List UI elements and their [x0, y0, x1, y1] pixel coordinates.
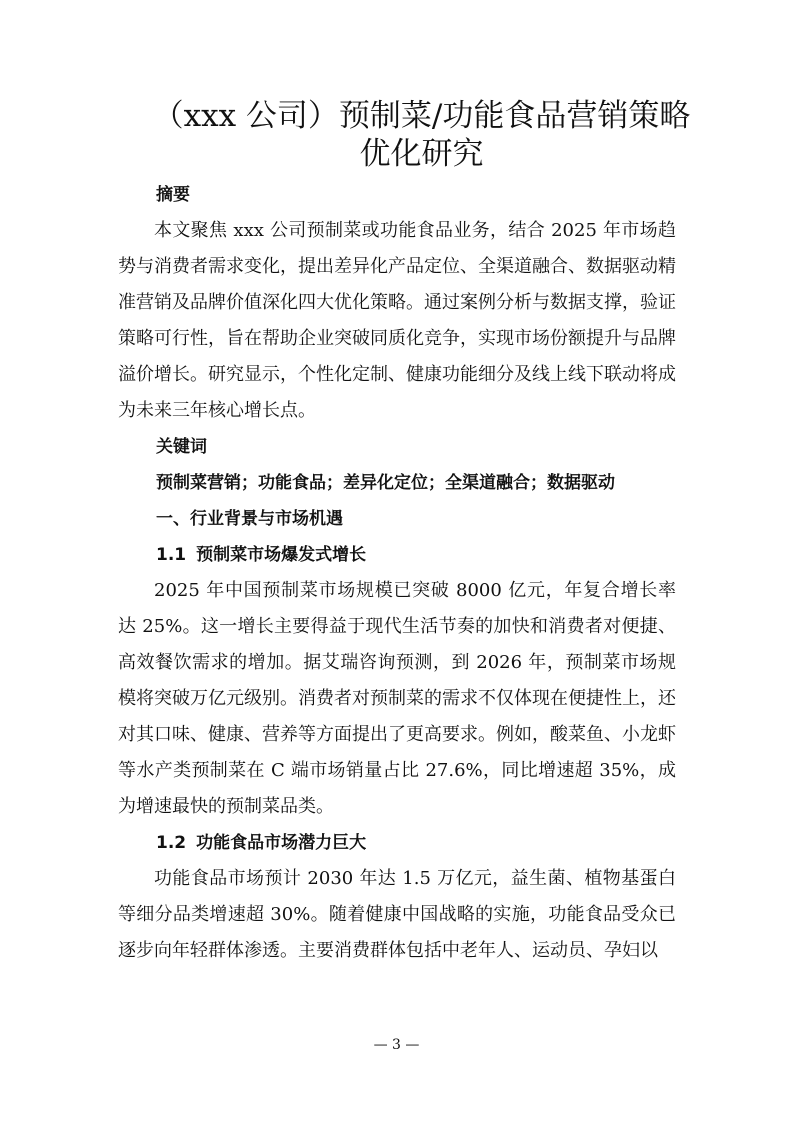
subsection-1-2-heading — [118, 825, 676, 861]
page-number: — 3 — — [373, 1037, 420, 1053]
document-title-line-2: 优化研究 — [359, 136, 484, 172]
subsection-1-1-paragraph: 2025 年中国预制菜市场规模已突破 8000 亿元，年复合增长率达 25%。这一增长主要得益于现代生活节奏的加快和消费者对便捷、高效餐饮需求的增加。据艾瑞咨询预测，到 2026 年，预制菜市场规模将突破万亿元级别。消费者对预制菜的需求不仅体现在便捷性上，还对其口味、健康、营养等方面提出了更高要求。例如，酸菜鱼、小龙虾等水产类预制菜在 C 端市场销量占比 27.6%，同比增速超 35%，成为增速最快的预制菜品类。 — [118, 580, 676, 817]
abstract-heading: 摘要 — [156, 185, 190, 205]
subsection-1-1-title: 预制菜市场爆发式增长 — [196, 545, 367, 565]
subsection-1-1-heading — [118, 537, 676, 573]
subsection-1-2-number: 1.2 — [156, 833, 187, 853]
document-body — [118, 177, 676, 969]
document-title-line-1: （xxx 公司）预制菜/功能食品营销策略 — [152, 98, 691, 134]
subsection-1-1-number: 1.1 — [156, 545, 187, 565]
section-1-heading: 一、行业背景与市场机遇 — [156, 509, 343, 529]
abstract-paragraph: 本文聚焦 xxx 公司预制菜或功能食品业务，结合 2025 年市场趋势与消费者需求变化，提出差异化产品定位、全渠道融合、数据驱动精准营销及品牌价值深化四大优化策略。通过案例分析与数据支撑，验证策略可行性，旨在帮助企业突破同质化竞争，实现市场份额提升与品牌溢价增长。研究显示，个性化定制、健康功能细分及线上线下联动将成为未来三年核心增长点。 — [118, 220, 676, 421]
subsection-1-2-title: 功能食品市场潜力巨大 — [196, 833, 367, 853]
subsection-1-2-paragraph: 功能食品市场预计 2030 年达 1.5 万亿元，益生菌、植物基蛋白等细分品类增速超 30%。随着健康中国战略的实施，功能食品受众已逐步向年轻群体渗透。主要消费群体包括中老年人、运动员、孕妇以 — [118, 868, 676, 961]
keywords-list: 预制菜营销；功能食品；差异化定位；全渠道融合；数据驱动 — [156, 473, 615, 493]
keywords-heading: 关键词 — [156, 437, 207, 457]
